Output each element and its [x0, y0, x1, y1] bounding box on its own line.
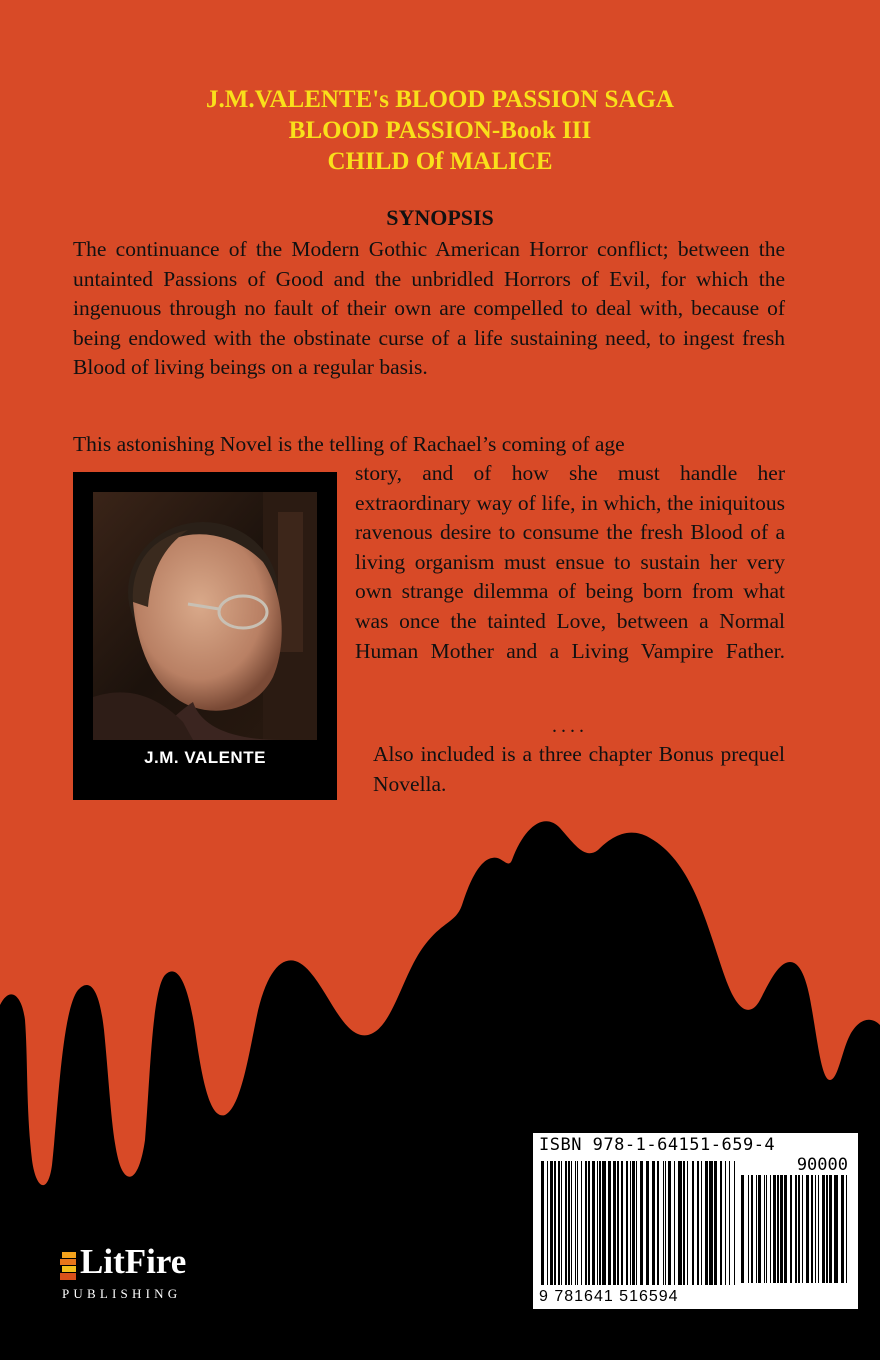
barcode-bar — [554, 1161, 556, 1285]
barcode-bar — [748, 1175, 749, 1283]
barcode-bar — [846, 1175, 847, 1283]
barcode-bars-addon — [741, 1175, 849, 1283]
barcode-bar — [701, 1161, 702, 1285]
barcode-bar — [592, 1161, 595, 1285]
synopsis-paragraph-3: Also included is a three chapter Bonus prequel Novella. — [373, 742, 785, 796]
barcode-bars-main — [541, 1161, 736, 1285]
barcode-bar — [640, 1161, 643, 1285]
barcode-bar — [784, 1175, 787, 1283]
title-block — [0, 84, 880, 177]
barcode-bar — [725, 1161, 726, 1285]
barcode-bar — [585, 1161, 587, 1285]
barcode-bar — [806, 1175, 809, 1283]
barcode-bar — [663, 1161, 664, 1285]
barcode-bar — [602, 1161, 606, 1285]
synopsis-paragraph-2-body: story, and of how she must handle her extraordinary way of life, in which, the iniquitous ravenous desire to consume the fresh Blood of a living organism must ensue to sustain her very own strange dilemma of being born from what was once the tainted Love, between a Normal Human Mother and a Living Vampire Father. — [355, 461, 785, 663]
barcode-bar — [550, 1161, 553, 1285]
barcode-bar — [674, 1161, 675, 1285]
barcode-bar — [597, 1161, 598, 1285]
barcode-bar — [657, 1161, 659, 1285]
barcode-bar — [811, 1175, 813, 1283]
barcode-bar — [678, 1161, 682, 1285]
barcode-bar — [630, 1161, 631, 1285]
barcode-bar — [636, 1161, 637, 1285]
barcode-bar — [758, 1175, 761, 1283]
barcode-bar — [568, 1161, 570, 1285]
isbn-text: ISBN 978-1-64151-659-4 — [539, 1135, 776, 1155]
publisher-tagline: PUBLISHING — [62, 1286, 182, 1301]
barcode-bar — [652, 1161, 655, 1285]
barcode-bar — [826, 1175, 828, 1283]
barcode-bar — [798, 1175, 800, 1283]
barcode-bar — [621, 1161, 623, 1285]
barcode-bar — [720, 1161, 722, 1285]
synopsis-paragraph-2-lead: This astonishing Novel is the telling of Rachael’s coming of age — [73, 432, 625, 456]
barcode-bar — [697, 1161, 699, 1285]
barcode-bar — [709, 1161, 713, 1285]
barcode-bar — [626, 1161, 628, 1285]
barcode-bar — [741, 1175, 744, 1283]
barcode-bar — [547, 1161, 548, 1285]
barcode-bar — [588, 1161, 590, 1285]
barcode-bar — [581, 1161, 582, 1285]
barcode-bar — [802, 1175, 803, 1283]
barcode-bar — [770, 1175, 771, 1283]
barcode-bar — [777, 1175, 779, 1283]
barcode-bar — [561, 1161, 562, 1285]
barcode-bar — [558, 1161, 560, 1285]
barcode-bar — [829, 1175, 832, 1283]
barcode-bar — [692, 1161, 694, 1285]
barcode-bar — [795, 1175, 797, 1283]
barcode-bar — [668, 1161, 671, 1285]
author-photo — [93, 492, 317, 740]
barcode-bar — [818, 1175, 819, 1283]
barcode-bar — [734, 1161, 735, 1285]
barcode-bar — [705, 1161, 708, 1285]
barcode-bar — [565, 1161, 567, 1285]
barcode-bar — [617, 1161, 619, 1285]
barcode-bar — [834, 1175, 838, 1283]
barcode-bar — [683, 1161, 685, 1285]
price-code: 90000 — [796, 1155, 848, 1175]
barcode-bar — [822, 1175, 825, 1283]
barcode-bar — [764, 1175, 765, 1283]
series-title: J.M.VALENTE's BLOOD PASSION SAGA — [206, 86, 674, 113]
barcode-bar — [632, 1161, 635, 1285]
author-photo-frame — [73, 472, 337, 800]
barcode-bar — [599, 1161, 601, 1285]
book-title: BLOOD PASSION-Book III — [288, 117, 592, 144]
barcode-bar — [729, 1161, 730, 1285]
barcode-bar — [780, 1175, 783, 1283]
barcode-bar — [575, 1161, 576, 1285]
barcode-bar — [687, 1161, 688, 1285]
author-portrait-image — [93, 492, 317, 740]
barcode-bar — [790, 1175, 792, 1283]
barcode-bar — [766, 1175, 767, 1283]
barcode-bar — [646, 1161, 649, 1285]
barcode-bar — [773, 1175, 776, 1283]
separator-dots: .... — [552, 715, 588, 737]
barcode-bar — [541, 1161, 544, 1285]
author-photo-caption: J.M. VALENTE — [144, 748, 266, 767]
barcode-bar — [751, 1175, 753, 1283]
barcode-bar — [665, 1161, 666, 1285]
book-stack-icon — [60, 1250, 80, 1282]
isbn-barcode — [533, 1133, 858, 1309]
barcode-bar — [571, 1161, 572, 1285]
barcode-bar — [608, 1161, 611, 1285]
barcode-bar — [815, 1175, 816, 1283]
barcode-bar — [756, 1175, 757, 1283]
synopsis-heading: SYNOPSIS — [386, 205, 494, 230]
barcode-bar — [714, 1161, 717, 1285]
synopsis-paragraph-1: The continuance of the Modern Gothic American Horror conflict; between the untainted Passions of Good and the unbridled Horrors of Evil, for which the ingenuous through no fault of their own are compelled to deal with, because of being endowed with the obstinate curse of a life sustaining need, to ingest fresh Blood of living beings on a regular basis. — [73, 237, 785, 380]
publisher-name: LitFire — [80, 1242, 187, 1281]
barcode-bar — [841, 1175, 844, 1283]
book-subtitle: CHILD Of MALICE — [327, 148, 553, 175]
ean-digits: 9 781641 516594 — [539, 1288, 679, 1305]
barcode-bar — [577, 1161, 578, 1285]
barcode-bar — [613, 1161, 616, 1285]
